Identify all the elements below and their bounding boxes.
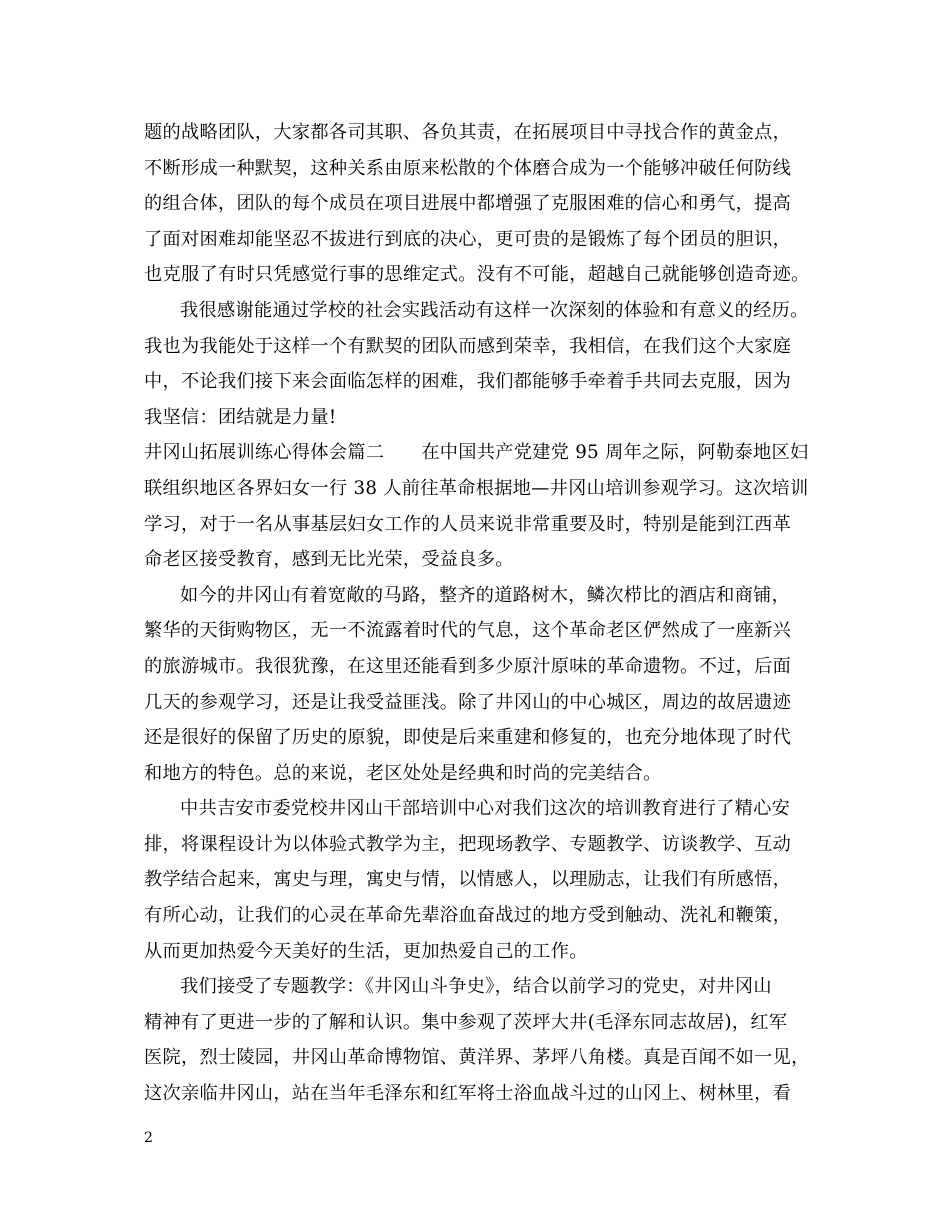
text-line: 精神有了更进一步的了解和认识。集中参观了茨坪大井(毛泽东同志故居)，红军 [144, 1011, 788, 1033]
text-line: 我坚信：团结就是力量! [144, 406, 337, 428]
text-line: 井冈山拓展训练心得体会篇二 在中国共产党建党 95 周年之际，阿勒泰地区妇 [144, 442, 809, 464]
text-line: 不断形成一种默契，这种关系由原来松散的个体磨合成为一个能够冲破任何防线 [144, 157, 792, 179]
text-line: 排，将课程设计为以体验式教学为主，把现场教学、专题教学、访谈教学、互动 [144, 833, 792, 855]
text-line: 几天的参观学习，还是让我受益匪浅。除了井冈山的中心城区，周边的故居遗迹 [144, 691, 792, 713]
text-line: 和地方的特色。总的来说，老区处处是经典和时尚的完美结合。 [144, 762, 662, 784]
text-line: 我也为我能处于这样一个有默契的团队而感到荣幸，我相信，在我们这个大家庭 [144, 335, 792, 357]
text-line: 中共吉安市委党校井冈山干部培训中心对我们这次的培训教育进行了精心安 [180, 798, 791, 820]
text-line: 中，不论我们接下来会面临怎样的困难，我们都能够手牵着手共同去克服，因为 [144, 371, 792, 393]
document-body [144, 115, 812, 1112]
text-line: 了面对困难却能坚忍不拔进行到底的决心，更可贵的是锻炼了每个团员的胆识， [144, 228, 792, 250]
text-line: 教学结合起来，寓史与理，寓史与情，以情感人，以理励志，让我们有所感悟， [144, 869, 792, 891]
text-line: 医院，烈士陵园，井冈山革命博物馆、黄洋界、茅坪八角楼。真是百闻不如一见， [144, 1047, 810, 1069]
text-line: 命老区接受教育，感到无比光荣，受益良多。 [144, 549, 514, 571]
text-line: 还是很好的保留了历史的原貌，即使是后来重建和修复的，也充分地体现了时代 [144, 727, 792, 749]
page-number: 2 [144, 1130, 153, 1146]
text-line: 有所心动，让我们的心灵在革命先辈浴血奋战过的地方受到触动、洗礼和鞭策， [144, 905, 792, 927]
text-line: 学习，对于一名从事基层妇女工作的人员来说非常重要及时，特别是能到江西革 [144, 513, 792, 535]
text-line: 我们接受了专题教学：《井冈山斗争史》，结合以前学习的党史，对井冈山 [180, 976, 772, 998]
text-line: 的旅游城市。我很犹豫，在这里还能看到多少原汁原味的革命遗物。不过，后面 [144, 655, 792, 677]
text-line: 如今的井冈山有着宽敞的马路，整齐的道路树木，鳞次栉比的酒店和商铺， [180, 584, 791, 606]
text-line: 这次亲临井冈山，站在当年毛泽东和红军将士浴血战斗过的山冈上、树林里，看 [144, 1083, 792, 1105]
text-line: 的组合体，团队的每个成员在项目进展中都增强了克服困难的信心和勇气，提高 [144, 193, 792, 215]
text-line: 从而更加热爱今天美好的生活，更加热爱自己的工作。 [144, 940, 588, 962]
text-line: 也克服了有时只凭感觉行事的思维定式。没有不可能，超越自己就能够创造奇迹。 [144, 264, 810, 286]
text-line: 繁华的天街购物区，无一不流露着时代的气息，这个革命老区俨然成了一座新兴 [144, 620, 792, 642]
text-line: 联组织地区各界妇女一行 38 人前往革命根据地—井冈山培训参观学习。这次培训 [144, 477, 809, 499]
text-line: 我很感谢能通过学校的社会实践活动有这样一次深刻的体验和有意义的经历。 [180, 299, 809, 321]
text-line: 题的战略团队，大家都各司其职、各负其责，在拓展项目中寻找合作的黄金点， [144, 122, 792, 143]
